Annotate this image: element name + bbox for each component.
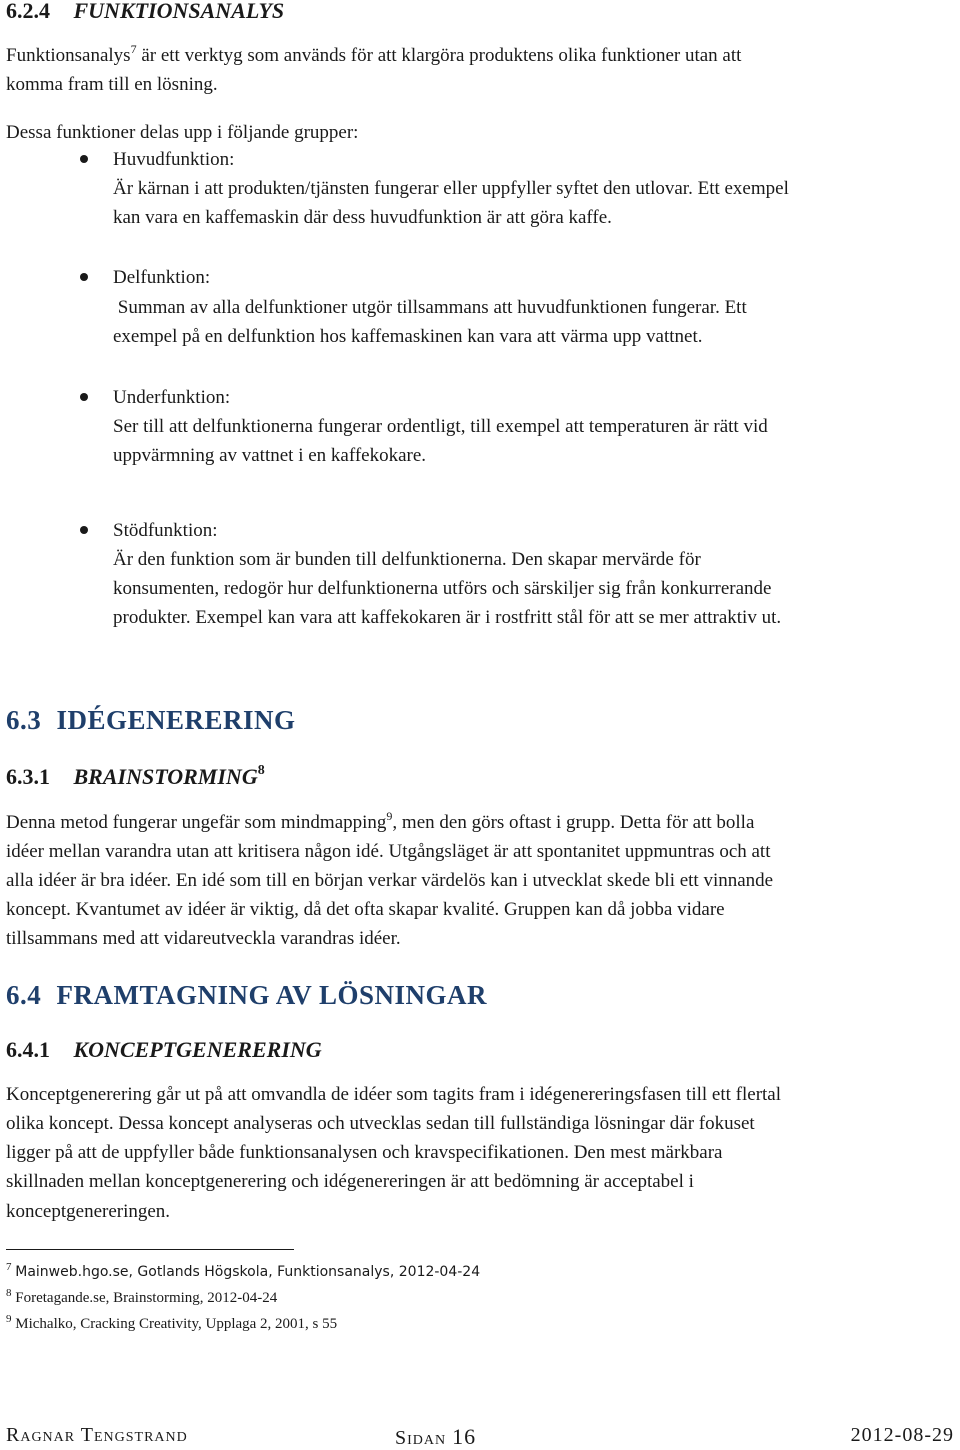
footnote-text: Foretagande.se, Brainstorming, 2012-04-24 (15, 1290, 278, 1306)
intro-text: är ett verktyg som används för att klargöra produktens olika funktioner utan att (136, 45, 742, 66)
bullet-label-huvudfunktion: Huvudfunktion: (113, 149, 235, 170)
bullet-text: exempel på en delfunktion hos kaffemaskinen kan vara att värma upp vattnet. (113, 326, 703, 347)
koncept-line: ligger på att de uppfyller både funktionsanalysen och kravspecifikationen. Den mest märkbara (6, 1142, 723, 1163)
bullet-text: produkter. Exempel kan vara att kaffekokaren är i rostfritt stål för att se mer attraktiv ut. (113, 607, 782, 628)
brainstorm-line: alla idéer är bra idéer. En idé som till en början verkar värdelös kan i utvecklat skede bli ett vinnande (6, 870, 774, 891)
section-number: 6.3 (6, 705, 42, 735)
footer-page (395, 1424, 476, 1450)
intro-text: Funktionsanalys (6, 45, 131, 66)
bullet-text: Är den funktion som är bunden till delfunktionerna. Den skapar mervärde för (113, 549, 701, 570)
brainstorm-paragraph (6, 808, 754, 840)
footnote-number: 7 (6, 1261, 12, 1273)
brainstorm-line: idéer mellan varandra utan att kritisera någon idé. Utgångsläget är att spontanitet uppmuntras och att (6, 841, 771, 862)
section-heading-6-3 (6, 705, 296, 736)
footnote-text: Mainweb.hgo.se, Gotlands Högskola, Funktionsanalys, 2012-04-24 (15, 1264, 481, 1280)
footnote-8 (6, 1287, 278, 1307)
brainstorm-text: Denna metod fungerar ungefär som mindmapping (6, 812, 387, 833)
footer-author: Ragnar Tengstrand (6, 1424, 188, 1446)
bullet-text: konsumenten, redogör hur delfunktionerna utförs och särskiljer sig från konkurrerande (113, 578, 772, 599)
footnote-number: 9 (6, 1313, 12, 1325)
bullet-icon (80, 273, 88, 281)
brainstorm-line: tillsammans med att vidareutveckla varandras idéer. (6, 928, 401, 949)
section-title: BRAINSTORMING (73, 764, 258, 789)
bullet-icon (80, 526, 88, 534)
footer-page-label: Sidan (395, 1427, 447, 1449)
section-number: 6.4.1 (6, 1037, 50, 1062)
brainstorm-text: , men den görs oftast i grupp. Detta för att bolla (392, 812, 755, 833)
bullet-text: uppvärmning av vattnet i en kaffekokare. (113, 445, 427, 466)
footnote-7 (6, 1261, 481, 1281)
section-heading-6-2-4 (6, 0, 284, 24)
footnote-ref-9[interactable]: 9 (386, 809, 393, 823)
groups-intro: Dessa funktioner delas upp i följande grupper: (6, 122, 359, 143)
koncept-line: konceptgenereringen. (6, 1201, 171, 1222)
bullet-text: kan vara en kaffemaskin där dess huvudfunktion är att göra kaffe. (113, 207, 612, 228)
footnote-number: 8 (6, 1287, 12, 1299)
footnote-ref-8[interactable]: 8 (257, 763, 265, 778)
section-title: KONCEPTGENERERING (73, 1037, 322, 1062)
koncept-line: skillnaden mellan konceptgenerering och idégenereringen är att bedömning är acceptabel i (6, 1171, 694, 1192)
bullet-icon (80, 393, 88, 401)
bullet-text: Summan av alla delfunktioner utgör tillsammans att huvudfunktionen fungerar. Ett (113, 297, 747, 318)
bullet-text: Är kärnan i att produkten/tjänsten fungerar eller uppfyller syftet den utlovar. Ett exempel (113, 178, 789, 199)
bullet-label-underfunktion: Underfunktion: (113, 387, 231, 408)
footnote-separator (6, 1249, 294, 1250)
footnote-text: Michalko, Cracking Creativity, Upplaga 2, 2001, s 55 (15, 1316, 338, 1332)
section-heading-6-4 (6, 980, 487, 1011)
section-number: 6.4 (6, 980, 42, 1010)
section-number: 6.2.4 (6, 0, 50, 23)
koncept-line: Konceptgenerering går ut på att omvandla de idéer som tagits fram i idégenereringsfasen till ett flertal (6, 1084, 782, 1105)
section-number: 6.3.1 (6, 764, 50, 789)
section-heading-6-4-1 (6, 1037, 322, 1063)
intro-paragraph (6, 41, 741, 73)
bullet-text: Ser till att delfunktionerna fungerar ordentligt, till exempel att temperaturen är rätt vid (113, 416, 768, 437)
brainstorm-line: koncept. Kvantumet av idéer är viktig, då det ofta skapar kvalité. Gruppen kan då jobba vidare (6, 899, 725, 920)
footnote-ref-7[interactable]: 7 (130, 42, 137, 56)
bullet-label-delfunktion: Delfunktion: (113, 267, 211, 288)
intro-paragraph-line: komma fram till en lösning. (6, 74, 218, 95)
footer-date: 2012-08-29 (850, 1424, 954, 1446)
footer-page-number: 16 (452, 1424, 477, 1449)
section-heading-6-3-1 (6, 764, 265, 790)
footnote-9 (6, 1313, 338, 1333)
koncept-line: olika koncept. Dessa koncept analyseras och utvecklas sedan till fullständiga lösningar där fokuset (6, 1113, 755, 1134)
section-title: IDÉGENERERING (56, 705, 296, 735)
section-title: FRAMTAGNING AV LÖSNINGAR (56, 980, 488, 1010)
bullet-icon (80, 155, 88, 163)
bullet-label-stodfunktion: Stödfunktion: (113, 520, 218, 541)
section-title: FUNKTIONSANALYS (73, 0, 285, 23)
